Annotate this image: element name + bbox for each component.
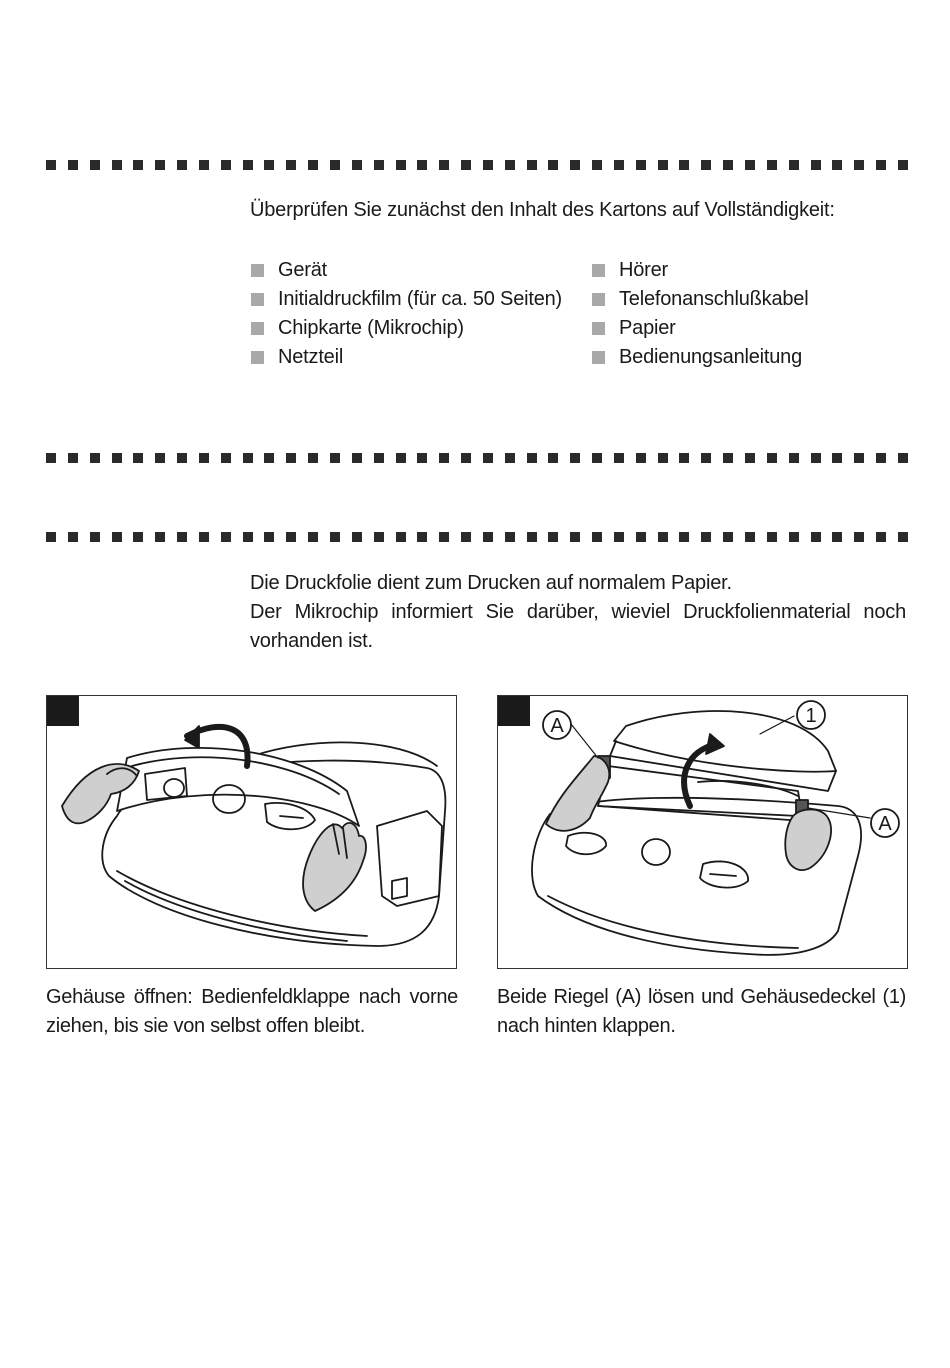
divider-square (461, 160, 471, 170)
divider-square (527, 532, 537, 542)
contents-list-left (251, 256, 562, 372)
divider-square (876, 453, 886, 463)
divider-square (876, 160, 886, 170)
figure-open-panel-flap (46, 695, 457, 969)
divider-square (243, 160, 253, 170)
divider-square (483, 453, 493, 463)
list-item: Telefonanschlußkabel (592, 285, 808, 314)
device-illustration-left (47, 696, 456, 968)
divider-square (155, 453, 165, 463)
divider-square (286, 160, 296, 170)
divider-square (592, 160, 602, 170)
square-bullet-icon (592, 264, 605, 277)
divider-square (133, 160, 143, 170)
divider-square (374, 532, 384, 542)
divider-square (308, 453, 318, 463)
print-film-description: Die Druckfolie dient zum Drucken auf normalem Papier. Der Mikrochip informiert Sie darüber, wieviel Druckfolienmaterial noch vorhanden ist. (250, 572, 906, 652)
divider-square (417, 453, 427, 463)
divider-square (548, 160, 558, 170)
divider-square (155, 160, 165, 170)
divider-square (396, 160, 406, 170)
divider-square (199, 532, 209, 542)
divider-square (679, 160, 689, 170)
divider-square (68, 453, 78, 463)
callout-latch-a-left: A (550, 715, 564, 737)
divider-square (658, 160, 668, 170)
divider-square (133, 532, 143, 542)
square-bullet-icon (592, 322, 605, 335)
divider-square (592, 453, 602, 463)
divider-square (505, 453, 515, 463)
divider-square (570, 532, 580, 542)
divider-square (264, 532, 274, 542)
square-bullet-icon (592, 293, 605, 306)
divider-square (90, 160, 100, 170)
divider-square (614, 160, 624, 170)
divider-square (898, 453, 908, 463)
divider-square (505, 532, 515, 542)
divider-square (898, 160, 908, 170)
divider-square (90, 532, 100, 542)
divider-square (461, 453, 471, 463)
divider-square (155, 532, 165, 542)
divider-square (46, 453, 56, 463)
left-figure-caption: Gehäuse öffnen: Bedienfeldklappe nach vorne ziehen, bis sie von selbst offen bleibt. (46, 986, 458, 1037)
list-item: Gerät (251, 256, 562, 285)
divider-square (505, 160, 515, 170)
divider-square (439, 160, 449, 170)
divider-square (832, 453, 842, 463)
divider-square (243, 532, 253, 542)
square-bullet-icon (251, 322, 264, 335)
list-item: Netzteil (251, 343, 562, 372)
divider-square (396, 453, 406, 463)
divider-square (767, 160, 777, 170)
divider-square (264, 453, 274, 463)
divider-square (811, 453, 821, 463)
divider-square (548, 453, 558, 463)
divider-square (133, 453, 143, 463)
divider-square (286, 453, 296, 463)
divider-square (417, 532, 427, 542)
divider-square (789, 532, 799, 542)
divider-square (701, 532, 711, 542)
divider-square (658, 532, 668, 542)
divider-square (854, 453, 864, 463)
square-bullet-icon (592, 351, 605, 364)
divider-square (243, 453, 253, 463)
divider-square (112, 160, 122, 170)
contents-intro: Überprüfen Sie zunächst den Inhalt des Kartons auf Vollständigkeit: (250, 199, 835, 221)
divider-square (112, 453, 122, 463)
divider-square (679, 453, 689, 463)
device-illustration-right (498, 696, 907, 968)
list-item: Bedienungsanleitung (592, 343, 808, 372)
divider-square (876, 532, 886, 542)
list-item: Chipkarte (Mikrochip) (251, 314, 562, 343)
divider-square (570, 453, 580, 463)
divider-square (396, 532, 406, 542)
divider-square (308, 532, 318, 542)
divider-square (548, 532, 558, 542)
divider-square (330, 453, 340, 463)
divider-square (832, 160, 842, 170)
contents-list-right (592, 256, 808, 372)
divider-square (374, 160, 384, 170)
divider-square (789, 453, 799, 463)
divider-square (614, 453, 624, 463)
list-item: Initialdruckfilm (für ca. 50 Seiten) (251, 285, 562, 314)
divider-square (767, 532, 777, 542)
divider-square (592, 532, 602, 542)
divider-square (177, 160, 187, 170)
divider-square (46, 160, 56, 170)
divider-square (636, 160, 646, 170)
divider-square (483, 160, 493, 170)
divider-square (723, 532, 733, 542)
divider-square (330, 532, 340, 542)
divider-square (221, 532, 231, 542)
divider-square (68, 532, 78, 542)
divider-square (417, 160, 427, 170)
divider-square (352, 532, 362, 542)
divider-square (811, 532, 821, 542)
divider-square (68, 160, 78, 170)
divider-square (46, 532, 56, 542)
divider-square (527, 453, 537, 463)
divider-square (221, 160, 231, 170)
divider-square (199, 160, 209, 170)
callout-cover-1: 1 (805, 705, 817, 727)
divider-square (701, 160, 711, 170)
divider-square (352, 160, 362, 170)
square-bullet-icon (251, 351, 264, 364)
section-divider-1 (46, 160, 908, 171)
divider-square (854, 532, 864, 542)
divider-square (461, 532, 471, 542)
divider-square (330, 160, 340, 170)
divider-square (854, 160, 864, 170)
right-figure-caption: Beide Riegel (A) lösen und Gehäusedeckel (1) nach hinten klappen. (497, 986, 906, 1037)
divider-square (679, 532, 689, 542)
figure-open-housing-cover (497, 695, 908, 969)
divider-square (177, 453, 187, 463)
divider-square (658, 453, 668, 463)
divider-square (264, 160, 274, 170)
divider-square (745, 160, 755, 170)
divider-square (614, 532, 624, 542)
divider-square (745, 532, 755, 542)
divider-square (439, 453, 449, 463)
divider-square (898, 532, 908, 542)
divider-square (286, 532, 296, 542)
divider-square (832, 532, 842, 542)
divider-square (701, 453, 711, 463)
divider-square (527, 160, 537, 170)
divider-square (570, 160, 580, 170)
divider-square (636, 453, 646, 463)
divider-square (745, 453, 755, 463)
divider-square (439, 532, 449, 542)
divider-square (636, 532, 646, 542)
divider-square (811, 160, 821, 170)
divider-square (177, 532, 187, 542)
divider-square (199, 453, 209, 463)
list-item: Hörer (592, 256, 808, 285)
divider-square (767, 453, 777, 463)
square-bullet-icon (251, 293, 264, 306)
square-bullet-icon (251, 264, 264, 277)
divider-square (112, 532, 122, 542)
list-item: Papier (592, 314, 808, 343)
section-divider-3 (46, 532, 908, 543)
divider-square (374, 453, 384, 463)
divider-square (308, 160, 318, 170)
section-divider-2 (46, 453, 908, 464)
divider-square (483, 532, 493, 542)
divider-square (352, 453, 362, 463)
divider-square (90, 453, 100, 463)
divider-square (789, 160, 799, 170)
callout-latch-a-right: A (878, 813, 892, 835)
divider-square (723, 160, 733, 170)
divider-square (221, 453, 231, 463)
divider-square (723, 453, 733, 463)
